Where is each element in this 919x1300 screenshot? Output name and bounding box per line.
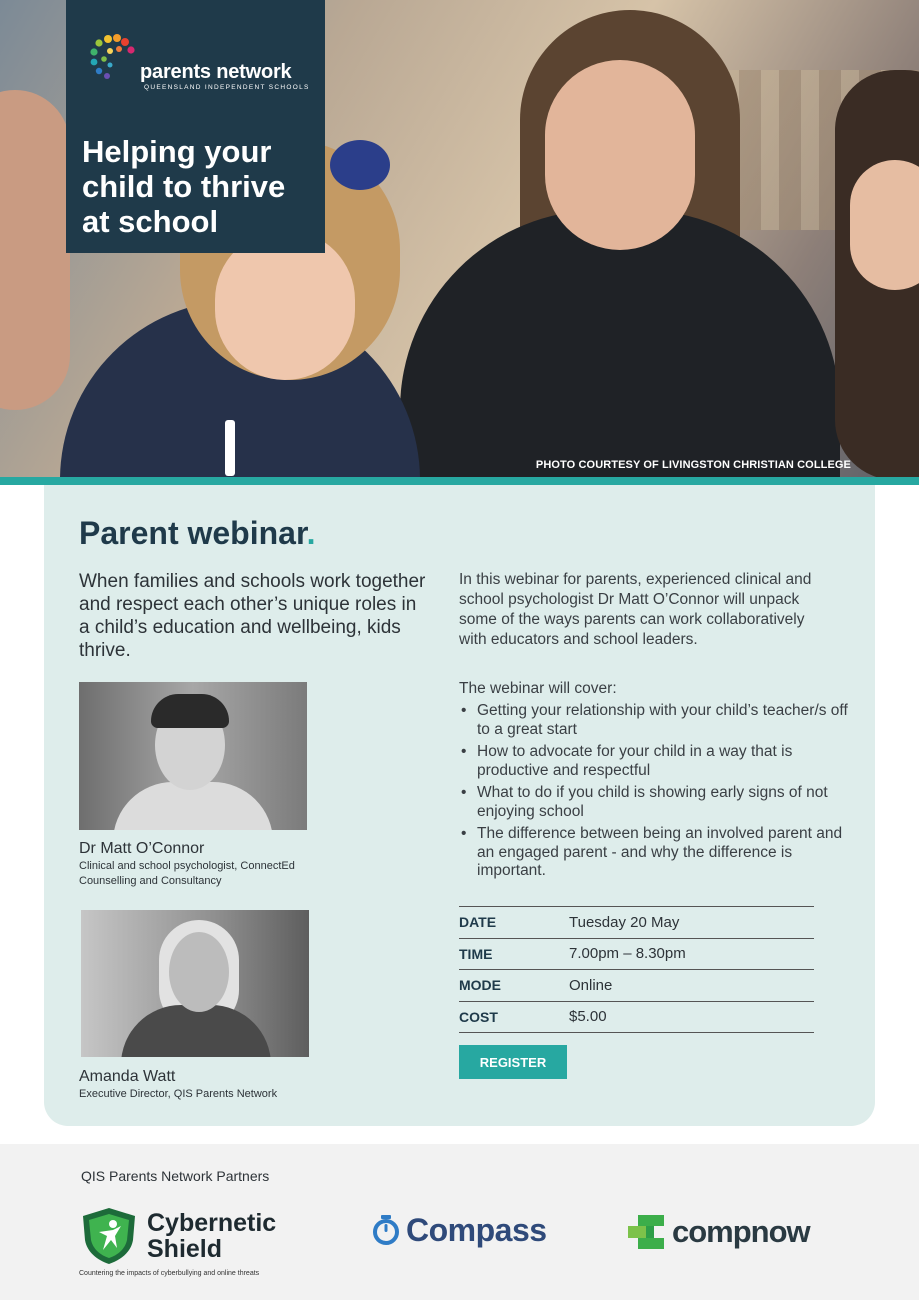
compass-name: Compass	[406, 1211, 547, 1248]
left-child-figure	[0, 90, 70, 410]
heading-dot: .	[306, 515, 316, 551]
cybernetic-shield-logo	[79, 1206, 309, 1276]
webinar-heading	[79, 515, 316, 552]
speaker-name: Amanda Watt	[79, 1068, 176, 1085]
cybernetic-tagline: Countering the impacts of cyberbullying and online threats	[79, 1270, 260, 1277]
shield-icon	[79, 1206, 139, 1266]
compass-logo	[372, 1210, 547, 1250]
table-row	[459, 970, 814, 1002]
detail-value: $5.00	[569, 1008, 607, 1026]
speaker-role: Executive Director, QIS Parents Network	[79, 1088, 278, 1100]
teal-divider	[0, 477, 919, 485]
partners-label: QIS Parents Network Partners	[81, 1168, 270, 1184]
detail-label: TIME	[459, 945, 493, 962]
speaker-hair	[151, 694, 229, 728]
detail-value: 7.00pm – 8.30pm	[569, 945, 686, 963]
partners-footer	[0, 1144, 919, 1300]
teacher-face	[545, 60, 695, 250]
compnow-name: compnow	[672, 1214, 810, 1249]
flower-dots-icon	[86, 33, 142, 89]
webinar-card	[44, 485, 875, 1126]
title-box	[66, 0, 325, 253]
parents-network-logo	[86, 33, 311, 93]
detail-value: Online	[569, 976, 613, 994]
hair-bow	[330, 140, 390, 190]
marker-pen	[225, 420, 235, 476]
list-item: • The difference between being an involved parent and an engaged parent - and why the difference is important.	[459, 825, 854, 881]
cover-label: The webinar will cover:	[459, 680, 617, 697]
speaker-body	[121, 1005, 271, 1057]
detail-value: Tuesday 20 May	[569, 913, 680, 931]
topic-list	[459, 702, 854, 885]
teacher-figure	[400, 210, 840, 477]
intro-text: When families and schools work together and respect each other’s unique roles in a child’s education and wellbeing, kids thrive.	[79, 571, 426, 661]
speaker-photo-matt	[79, 682, 307, 830]
webinar-description: In this webinar for parents, experienced clinical and school psychologist Dr Matt O’Connor will unpack some of the ways parents can work collaboratively with educators and school leaders.	[459, 571, 812, 648]
list-item: • What to do if you child is showing early signs of not enjoying school	[459, 784, 854, 821]
list-item: • How to advocate for your child in a way that is productive and respectful	[459, 743, 854, 780]
compnow-logo	[628, 1214, 810, 1250]
cybernetic-line2: Shield	[147, 1235, 223, 1263]
stopwatch-icon	[372, 1215, 400, 1245]
webinar-heading-text: Parent webinar	[79, 515, 307, 551]
compnow-block-icon	[628, 1215, 664, 1249]
register-button[interactable]: REGISTER	[459, 1045, 567, 1079]
detail-label: COST	[459, 1008, 498, 1025]
table-row	[459, 907, 814, 939]
cybernetic-line1: Cybernetic	[147, 1209, 277, 1237]
speaker-photo-amanda	[81, 910, 309, 1057]
detail-label: MODE	[459, 977, 501, 994]
right-child-face	[850, 160, 919, 290]
table-row	[459, 1002, 814, 1034]
list-item: • Getting your relationship with your child’s teacher/s off to a great start	[459, 702, 854, 739]
logo-name: parents network	[140, 61, 292, 83]
speaker-role: Clinical and school psychologist, ConnectEd Counselling and Consultancy	[79, 860, 295, 887]
speaker-face	[169, 932, 229, 1012]
detail-label: DATE	[459, 914, 497, 931]
table-row	[459, 939, 814, 971]
page-title: Helping your child to thrive at school	[82, 134, 286, 239]
event-details-table	[459, 906, 814, 1033]
logo-subtitle: QUEENSLAND INDEPENDENT SCHOOLS	[144, 84, 310, 91]
speaker-name: Dr Matt O’Connor	[79, 840, 205, 857]
photo-credit: PHOTO COURTESY OF LIVINGSTON CHRISTIAN COLLEGE	[535, 459, 851, 471]
cybernetic-name	[147, 1210, 276, 1262]
